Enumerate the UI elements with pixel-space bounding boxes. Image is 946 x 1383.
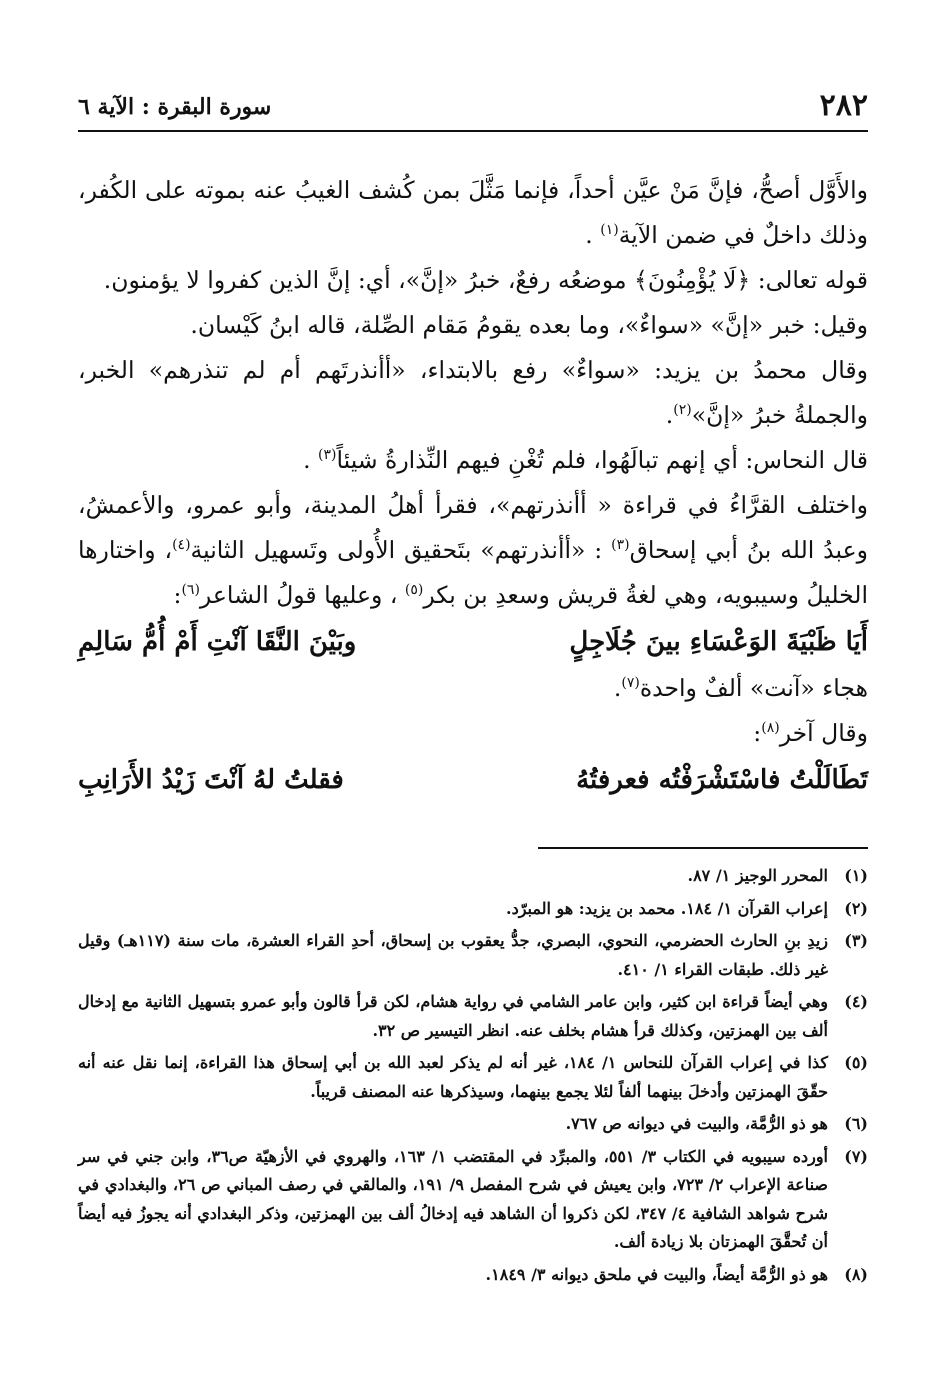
footnote-text: هو ذو الرُّمَّة، والبيت في ديوانه ص ٧٦٧. [565, 1114, 828, 1133]
footnote-7 [78, 1143, 868, 1257]
footnote-ref-1[interactable]: (١) [600, 222, 619, 239]
paragraph-6-text-e: : [173, 581, 182, 609]
footnote-text: إعراب القرآن ١/ ١٨٤. محمد بن يزيد: هو المبرّد. [506, 898, 828, 918]
footnote-number: (٣) [844, 931, 868, 950]
paragraph-1 [78, 168, 868, 258]
paragraph-6-text-b: : «أأنذرتهم» بتَحقيق الأُولى وتَسهيل الثانية [190, 536, 612, 564]
footnote-8 [78, 1261, 868, 1290]
footnote-ref-8[interactable]: (٨) [761, 720, 780, 737]
page-header [78, 88, 868, 124]
paragraph-1-text: والأَوَّل أصحُّ، فإنَّ مَنْ عيَّن أحداً، فإنما مَثَّلَ بمن كُشف الغيبُ عنه بموته على الكُفر، وذلك داخلٌ في ضمن الآية [78, 176, 868, 249]
footnote-number: (٤) [844, 992, 868, 1011]
footnote-3 [78, 927, 868, 984]
header-rule [78, 130, 868, 132]
footnote-1 [78, 862, 868, 891]
paragraph-7-text: هجاء «آنت» ألفٌ واحدة [639, 674, 868, 702]
paragraph-2: قوله تعالى: ﴿لَا يُؤْمِنُونَ﴾ موضعُه رفعٌ، خبرُ «إنَّ»، أي: إنَّ الذين كفروا لا يؤمنون. [103, 266, 868, 294]
footnote-text: أورده سيبويه في الكتاب ٣/ ٥٥١، والمبرِّد في المقتضب ١/ ١٦٣، والهروي في الأزهيّة ص٣٦، وابن جني في سر صناعة الإعراب ٢/ ٧٢٣، وابن يعيش في شرح المفصل ٩/ ١٩١، والمالقي في رصف المباني ص ٢٦، والبغدادي في شرح شواهد الشافية ٤/ ٣٤٧، لكن ذكروا أن الشاهد فيه إدخالُ ألف بين الهمزتين، وذكر البغدادي أنه يجوزُ فيه أيضاً أن تُحقَّقَ الهمزتان بلا زيادة ألف. [78, 1146, 829, 1251]
footnote-number: (٦) [844, 1114, 868, 1133]
footnote-text: المحرر الوجيز ١/ ٨٧. [687, 866, 828, 885]
verse-1 [78, 618, 868, 666]
footnote-number: (٧) [844, 1146, 868, 1166]
footnote-5 [78, 1049, 868, 1106]
footnote-ref-3[interactable]: (٣) [611, 537, 630, 554]
footnote-ref-2[interactable]: (٢) [673, 402, 692, 419]
verse-1-second-hemistich: وبَيْنَ النَّقَا آنْتِ أَمْ أُمُّ سَالِمِ [78, 627, 357, 657]
footnote-text: هو ذو الرُّمَّة أيضاً، والبيت في ملحق ديوانه ٣/ ١٨٤٩. [485, 1264, 828, 1284]
footnote-2 [78, 895, 868, 924]
footnote-ref-5[interactable]: (٥) [404, 582, 424, 599]
paragraph-7-end: . [613, 674, 622, 702]
page-number: ٢٨٢ [819, 88, 868, 123]
footnote-text: وهي أيضاً قراءة ابن كثير، وابن عامر الشامي في رواية هشام، لكن قرأ قالون وأبو عمرو بتسهيل الثانية مع إدخال ألف بين الهمزتين، وكذلك قرأ هشام بخلف عنه. انظر التيسير ص ٣٢. [78, 992, 829, 1040]
footnote-text: كذا في إعراب القرآن للنحاس ١/ ١٨٤، غير أنه لم يذكر لعبد الله بن أبي إسحاق هذا القراءة، إنما نقل عنه أنه حقّقَ الهمزتين وأدخلَ بينهما ألفاً لئلا يجمع بينهما، وسيذكرها عنه المصنف قريباً. [78, 1053, 829, 1101]
paragraph-6-text-d: ، وعليها قولُ الشاعر [199, 581, 405, 609]
paragraph-7 [78, 666, 868, 711]
paragraph-4-text: وقال محمدُ بن يزيد: «سواءٌ» رفع بالابتداء، «أأنذرتَهم أم لم تنذرهم» الخبر، والجملةُ خبرُ «إنَّ» [78, 356, 868, 429]
paragraph-4-end: . [665, 401, 674, 429]
paragraph-1-end: . [585, 221, 601, 249]
footnote-ref-2b[interactable]: (٣) [318, 447, 337, 464]
footnote-rule [538, 847, 868, 849]
verse-2-first-hemistich: تَطَالَلْتُ فاسْتَشْرَفْتُه فعرفتُهُ [576, 765, 868, 795]
footnote-ref-6[interactable]: (٦) [181, 582, 200, 599]
footnotes [78, 862, 868, 1293]
paragraph-5-end: . [303, 446, 319, 474]
verse-1-first-hemistich: أَيَا ظَبْيَةَ الوَعْسَاءِ بينَ جُلَاجِلٍ [569, 627, 868, 657]
paragraph-8-end: : [753, 719, 762, 747]
paragraph-3: وقيل: خبر «إنَّ» «سواءٌ»، وما بعده يقومُ مَقام الصِّلة، قاله ابنُ كَيْسان. [190, 311, 868, 339]
footnote-text: زيدِ بنِ الحارث الحضرمي، النحوي، البصري، جدُّ يعقوب بن إسحاق، أحدِ القراء العشرة، مات سنة (١١٧هـ) وقيل غير ذلك. طبقات القراء ١/ ٤١٠. [78, 931, 829, 979]
footnote-number: (٢) [844, 898, 868, 918]
footnote-6 [78, 1110, 868, 1139]
paragraph-5-text: قال النحاس: أي إنهم تبالَهُوا، فلم تُغْنِ فيهم النِّذارةُ شيئاً [336, 446, 868, 474]
verse-2-second-hemistich: فقلتُ لهُ آنْتَ زَيْدُ الأَرَانِبِ [78, 765, 344, 795]
footnote-number: (٥) [844, 1053, 868, 1072]
main-text [78, 168, 868, 804]
paragraph-6-text-a: واختلف القرَّاءُ في قراءة « أأنذرتهم»، فقرأ أهلُ المدينة، وأبو عمرو، والأعمشُ، وعبدُ الله بنُ أبي إسحاق [78, 491, 868, 564]
footnote-number: (١) [844, 866, 868, 885]
verse-2 [78, 756, 868, 804]
paragraph-8 [78, 711, 868, 756]
footnote-4 [78, 988, 868, 1045]
paragraph-4 [78, 348, 868, 438]
running-title: سورة البقرة : الآية ٦ [78, 94, 272, 120]
paragraph-8-text: وقال آخر [779, 719, 868, 747]
paragraph-5 [78, 438, 868, 483]
paragraph-6 [78, 483, 868, 618]
footnote-number: (٨) [844, 1264, 868, 1284]
paragraph-6-text-c: ، واختارها الخليلُ وسيبويه، وهي لغةُ قريش وسعدِ بن بكر [78, 536, 868, 609]
footnote-ref-4[interactable]: (٤) [172, 537, 191, 554]
footnote-ref-7[interactable]: (٧) [621, 675, 640, 692]
